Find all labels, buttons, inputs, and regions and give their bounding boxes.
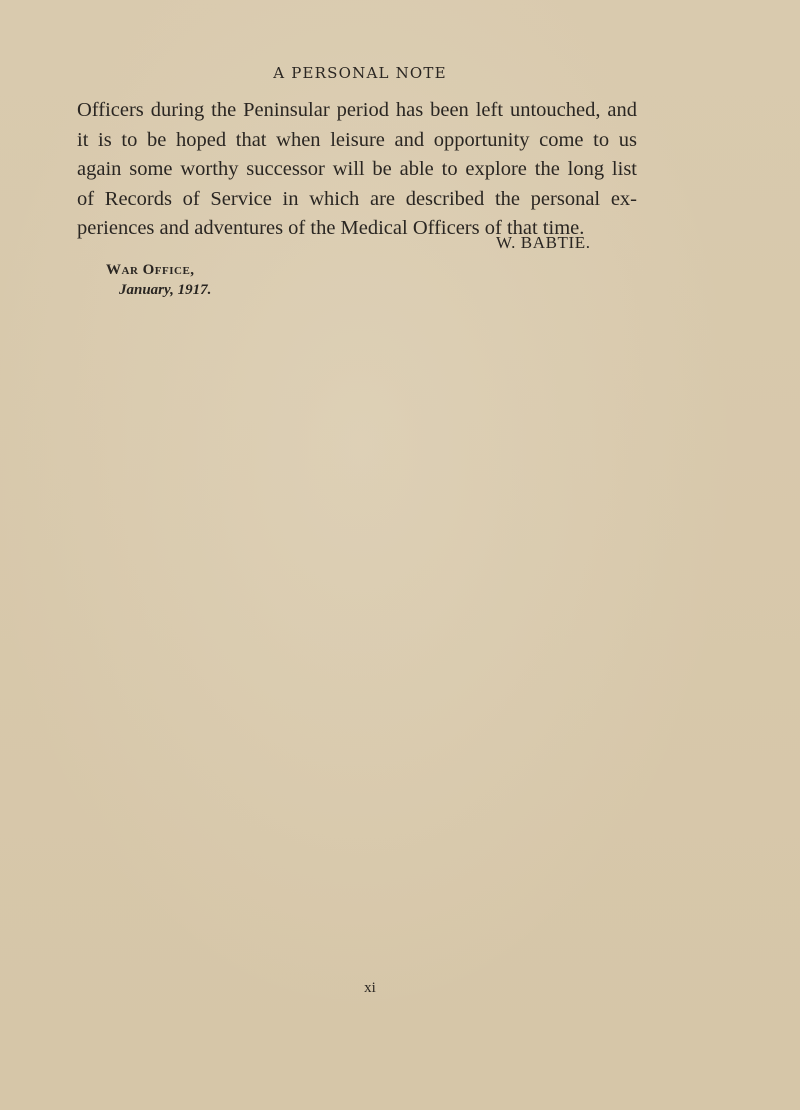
signature: W. BABTIE. — [496, 233, 591, 252]
body-paragraph — [77, 96, 637, 244]
body-line: of Records of Service in which are described the personal ex- — [77, 187, 637, 210]
page-number: xi — [364, 980, 376, 996]
sign-off-date: January, 1917. — [119, 282, 212, 298]
body-line: periences and adventures of the Medical Officers of that time. — [77, 217, 585, 239]
sign-off-place: War Office, — [106, 262, 195, 278]
body-line: Officers during the Peninsular period has been left untouched, and — [77, 99, 637, 121]
body-line: again some worthy successor will be able to explore the long list — [77, 158, 637, 180]
body-line: it is to be hoped that when leisure and opportunity come to us — [77, 128, 637, 151]
running-head: A PERSONAL NOTE — [273, 64, 447, 82]
